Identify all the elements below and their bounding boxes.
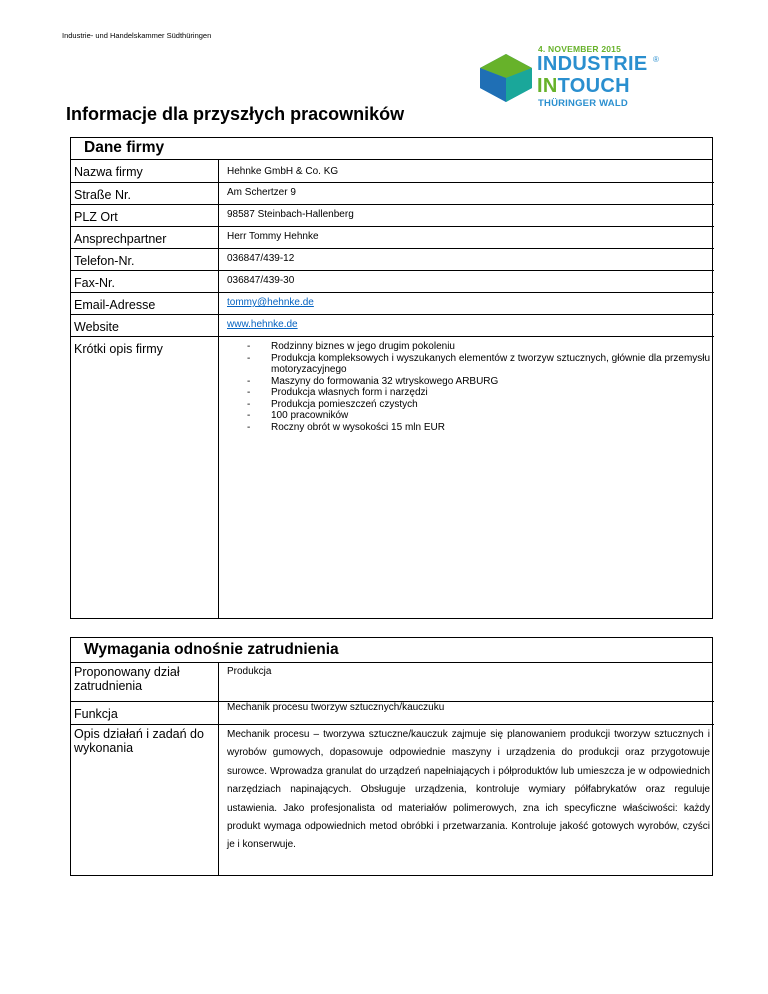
column-divider xyxy=(218,160,219,618)
row-divider xyxy=(71,182,714,183)
row-divider xyxy=(71,292,714,293)
logo-date: 4. NOVEMBER 2015 xyxy=(538,44,622,54)
phone-label: Telefon-Nr. xyxy=(74,254,135,268)
list-item: - Roczny obrót w wysokości 15 mln EUR xyxy=(247,422,711,434)
company-name-label: Nazwa firmy xyxy=(74,165,143,179)
function-label: Funkcja xyxy=(74,707,118,721)
department-value: Produkcja xyxy=(227,666,272,677)
email-label: Email-Adresse xyxy=(74,298,156,312)
contact-person-label: Ansprechpartner xyxy=(74,232,167,246)
list-item: - Produkcja pomieszczeń czystych xyxy=(247,399,711,411)
employment-heading-row xyxy=(71,638,712,663)
company-data-heading: Dane firmy xyxy=(84,139,165,156)
row-divider xyxy=(71,314,714,315)
row-divider xyxy=(71,336,714,337)
email-cell xyxy=(227,297,314,308)
department-label: Proponowany dział zatrudnienia xyxy=(74,665,180,693)
list-item: - Rodzinny biznes w jego drugim pokoleniu xyxy=(247,341,711,353)
function-value: Mechanik procesu tworzyw sztucznych/kauczuku xyxy=(227,702,445,713)
row-divider xyxy=(71,226,714,227)
street-label: Straße Nr. xyxy=(74,188,131,202)
column-divider xyxy=(218,663,219,875)
website-label: Website xyxy=(74,320,119,334)
logo-line-3: THÜRINGER WALD xyxy=(538,98,628,109)
industrie-intouch-logo xyxy=(476,44,659,114)
logo-line-1: INDUSTRIE xyxy=(537,53,648,75)
fax-value: 036847/439-30 xyxy=(227,275,295,286)
postal-city-value: 98587 Steinbach-Hallenberg xyxy=(227,209,354,220)
list-item: - 100 pracowników xyxy=(247,410,711,422)
company-description-list xyxy=(247,341,711,433)
row-divider xyxy=(71,204,714,205)
company-data-heading-row xyxy=(71,138,712,160)
logo-line-2-prefix: IN xyxy=(537,75,558,97)
contact-person-value: Herr Tommy Hehnke xyxy=(227,231,319,242)
list-item: - Produkcja kompleksowych i wyszukanych elementów z tworzyw sztucznych, głównie dla przemysłu motoryzacyjnego xyxy=(247,353,711,376)
postal-city-label: PLZ Ort xyxy=(74,210,118,224)
row-divider xyxy=(71,724,714,725)
org-header: Industrie- und Handelskammer Südthüringen xyxy=(62,31,212,40)
employment-heading: Wymagania odnośnie zatrudnienia xyxy=(84,641,339,658)
registered-mark: ® xyxy=(653,55,659,64)
list-item: - Produkcja własnych form i narzędzi xyxy=(247,387,711,399)
company-description-label: Krótki opis firmy xyxy=(74,342,163,356)
list-item: - Maszyny do formowania 32 wtryskowego ARBURG xyxy=(247,376,711,388)
street-value: Am Schertzer 9 xyxy=(227,187,296,198)
phone-value: 036847/439-12 xyxy=(227,253,295,264)
logo-line-2 xyxy=(537,75,630,98)
hexagon-cube-icon xyxy=(476,52,536,104)
logo-line-2-suffix: TOUCH xyxy=(557,75,630,97)
row-divider xyxy=(71,270,714,271)
email-link[interactable]: tommy@hehnke.de xyxy=(227,297,314,308)
row-divider xyxy=(71,248,714,249)
employment-requirements-table xyxy=(70,637,713,876)
tasks-description: Mechanik procesu – tworzywa sztuczne/kauczuk zajmuje się planowaniem produkcji tworzyw sztucznych i wyrobów gumowych, dopasowuje odpowiednie maszyny i urządzenia do produkcji oraz przygotowuje surowce. Wprowadza granulat do urządzeń napełniających i półproduktów lub umieszcza je w odpowiednich narzędziach napinających. Obsługuje urządzenia, kontroluje wymiary półfabrykatów oraz reguluje ustawienia. Jako profesjonalista od materiałów polimerowych, zna ich specyficzne właściwości: każdy produkt wymaga odpowiednich metod obróbki i przetwarzania. Kontroluje jakość gotowych wyrobów, czyści je i konserwuje. xyxy=(227,729,710,851)
company-data-table xyxy=(70,137,713,619)
tasks-label: Opis działań i zadań do wykonania xyxy=(74,727,204,755)
fax-label: Fax-Nr. xyxy=(74,276,115,290)
website-cell xyxy=(227,319,298,330)
website-link[interactable]: www.hehnke.de xyxy=(227,319,298,330)
company-name-value: Hehnke GmbH & Co. KG xyxy=(227,166,339,177)
page-title: Informacje dla przyszłych pracowników xyxy=(66,104,405,124)
